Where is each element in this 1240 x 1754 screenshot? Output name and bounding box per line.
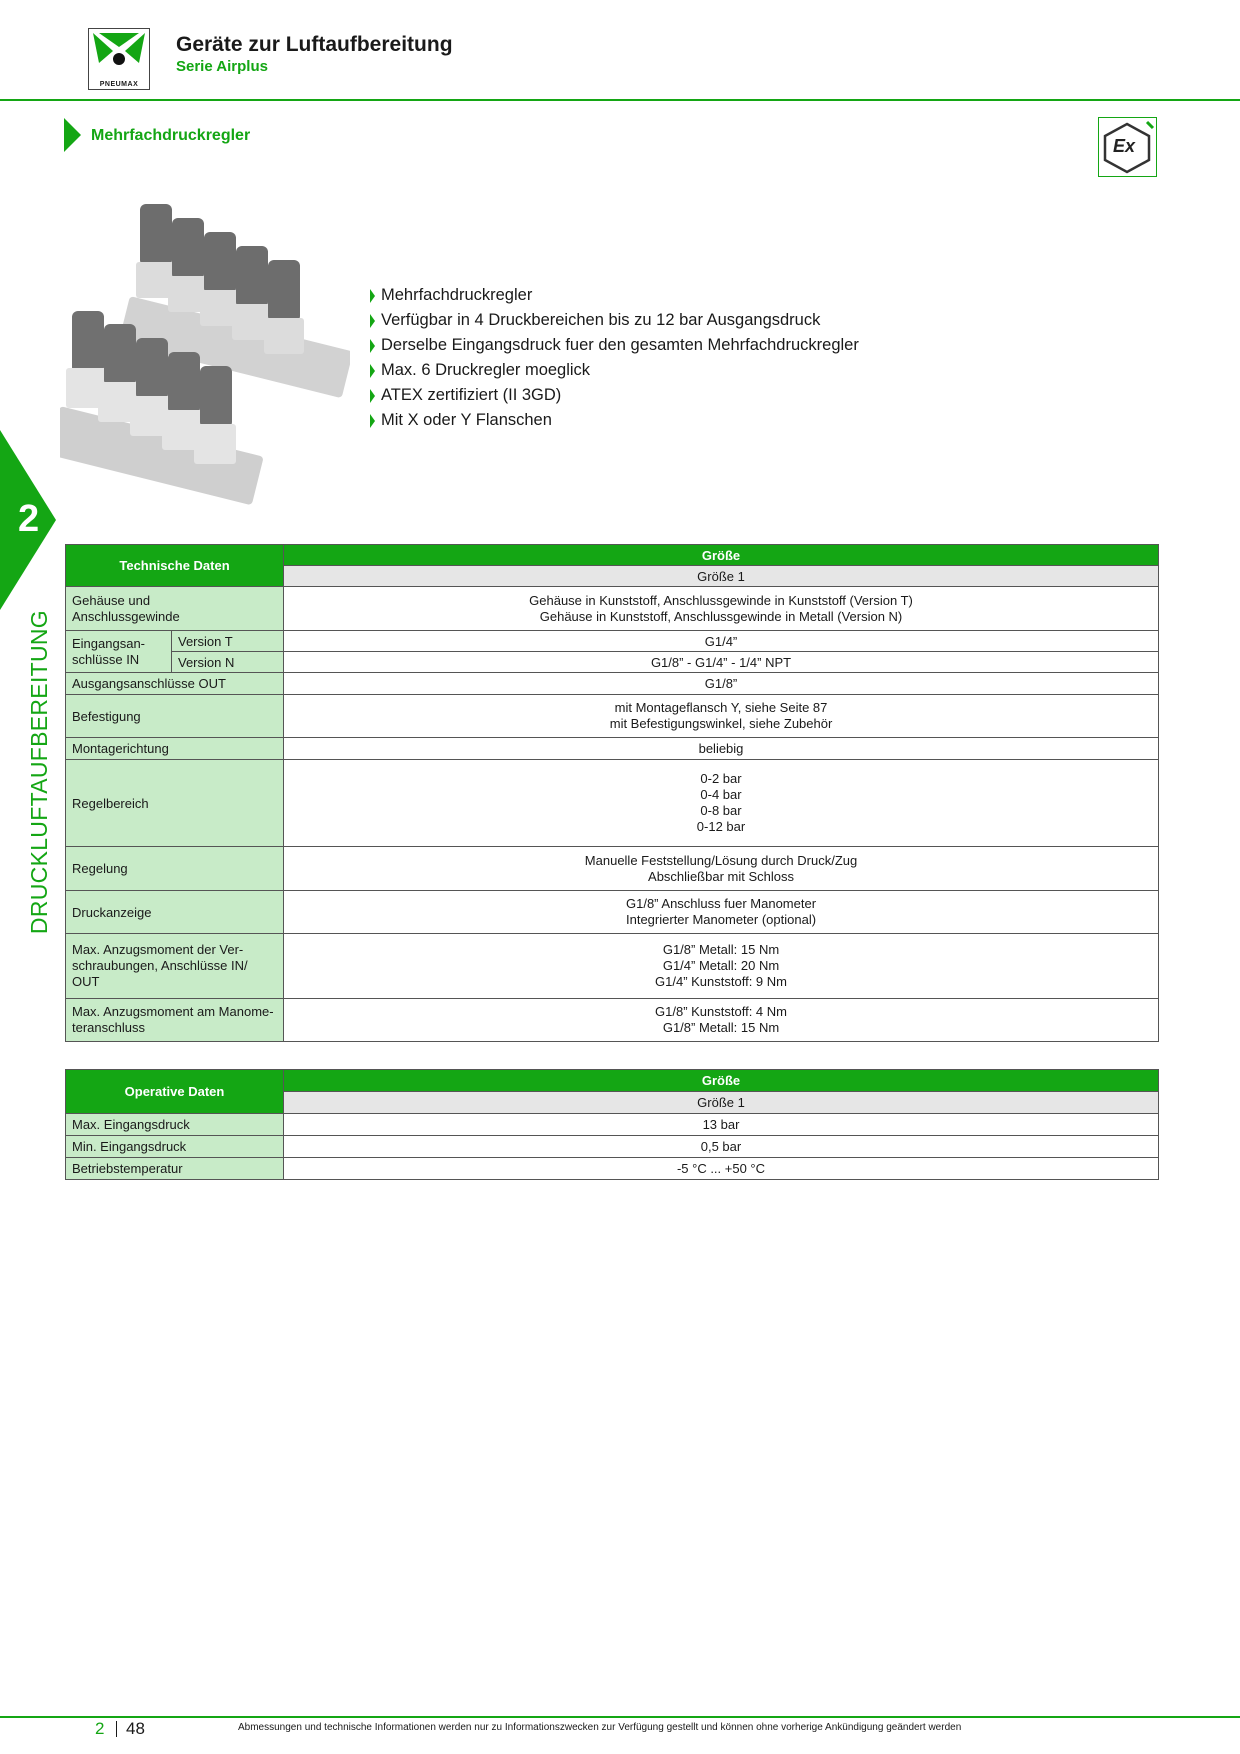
list-item: Mehrfachdruckregler	[370, 283, 859, 308]
atex-ex-badge	[1098, 117, 1157, 177]
table-row: Regelung Manuelle Feststellung/Lösung durch Druck/Zug Abschließbar mit Schloss	[66, 847, 1159, 891]
bullet-arrow-icon	[370, 339, 375, 353]
table-row: Befestigung mit Montageflansch Y, siehe Seite 87 mit Befestigungswinkel, siehe Zubehör	[66, 695, 1159, 738]
table-row: Gehäuse und Anschlussgewinde Gehäuse in Kunststoff, Anschlussgewinde in Kunststoff (Version T) Gehäuse in Kunststoff, Anschlussgewinde in Metall (Version N)	[66, 587, 1159, 631]
table-row: Montagerichtung beliebig	[66, 738, 1159, 760]
table-header: Größe	[284, 545, 1159, 566]
technical-data-table	[65, 544, 1159, 1042]
table-row: Max. Anzugsmoment am Manome- teranschluss G1/8” Kunststoff: 4 Nm G1/8” Metall: 15 Nm	[66, 999, 1159, 1042]
table-row: Version N G1/8” - G1/4” - 1/4” NPT	[66, 652, 1159, 673]
table-row: Max. Eingangsdruck 13 bar	[66, 1114, 1159, 1136]
table-row: Druckanzeige G1/8” Anschluss fuer Manometer Integrierter Manometer (optional)	[66, 891, 1159, 934]
bullet-arrow-icon	[370, 364, 375, 378]
atex-ex-label: Ex	[1113, 136, 1136, 156]
chapter-title-vertical: DRUCKLUFTAUFBEREITUNG	[26, 610, 52, 935]
list-item: Verfügbar in 4 Druckbereichen bis zu 12 bar Ausgangsdruck	[370, 308, 859, 333]
table-row: Min. Eingangsdruck 0,5 bar	[66, 1136, 1159, 1158]
table-row: Regelbereich 0-2 bar 0-4 bar 0-8 bar 0-12 bar	[66, 760, 1159, 847]
list-item: Max. 6 Druckregler moeglick	[370, 358, 859, 383]
page-subtitle: Serie Airplus	[176, 58, 268, 75]
bullet-arrow-icon	[370, 389, 375, 403]
bullet-arrow-icon	[370, 289, 375, 303]
table-header: Größe	[284, 1070, 1159, 1092]
table-corner-label: Operative Daten	[66, 1070, 284, 1114]
chapter-number: 2	[18, 498, 40, 540]
table-subheader: Größe 1	[284, 1092, 1159, 1114]
pneumax-logo	[88, 28, 150, 90]
bullet-arrow-icon	[370, 414, 375, 428]
page-title: Geräte zur Luftaufbereitung	[176, 33, 453, 56]
footer-page-number: 48	[126, 1719, 145, 1738]
operative-data-table	[65, 1069, 1159, 1180]
list-item: Derselbe Eingangsdruck fuer den gesamten Mehrfachdruckregler	[370, 333, 859, 358]
footer-divider	[0, 1716, 1240, 1718]
section-title: Mehrfachdruckregler	[91, 127, 251, 144]
feature-list	[370, 283, 859, 433]
logo-emblem-icon	[89, 29, 149, 79]
table-subheader: Größe 1	[284, 566, 1159, 587]
product-image	[60, 196, 350, 516]
list-item: Mit X oder Y Flanschen	[370, 408, 859, 433]
table-row: Eingangsan- schlüsse IN Version T G1/4”	[66, 631, 1159, 652]
table-row: Max. Anzugsmoment der Ver- schraubungen, Anschlüsse IN/ OUT G1/8” Metall: 15 Nm G1/4” Metall: 20 Nm G1/4” Kunststoff: 9 Nm	[66, 934, 1159, 999]
table-row: Betriebstemperatur -5 °C ... +50 °C	[66, 1158, 1159, 1180]
bullet-arrow-icon	[370, 314, 375, 328]
footer-separator	[116, 1721, 117, 1737]
header-divider	[0, 99, 1240, 101]
footer-chapter-number: 2	[95, 1719, 105, 1738]
list-item: ATEX zertifiziert (II 3GD)	[370, 383, 859, 408]
footer-disclaimer: Abmessungen und technische Informationen werden nur zu Informationszwecken zur Verfügung gestellt und können ohne vorherige Ankündigung geändert werden	[238, 1722, 962, 1733]
section-arrow-icon	[64, 118, 81, 152]
table-row: Ausgangsanschlüsse OUT G1/8”	[66, 673, 1159, 695]
logo-text: PNEUMAX	[99, 81, 139, 88]
table-corner-label: Technische Daten	[66, 545, 284, 587]
